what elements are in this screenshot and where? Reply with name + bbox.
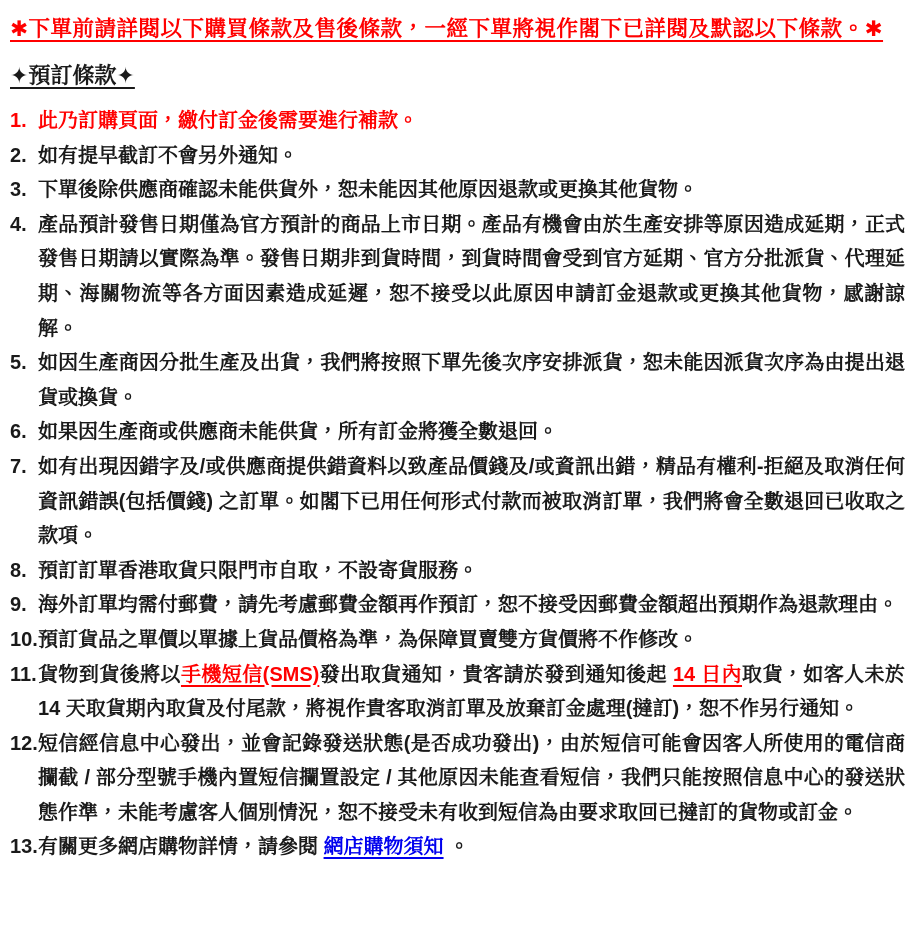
term-item-3 (10, 173, 905, 208)
term-text: 下單後除供應商確認未能供貨外，恕未能因其他原因退款或更換其他貨物。 (38, 179, 698, 202)
term-item-11 (10, 658, 905, 727)
term-text: 產品預計發售日期僅為官方預計的商品上市日期。產品有機會由於生產安排等原因造成延期，正式發售日期請以實際為準。發售日期非到貨時間，到貨時間會受到官方延期、官方分批派貨、代理延期、海關物流等各方面因素造成延遲，恕不接受以此原因申請訂金退款或更換其他貨物，感謝諒解。 (38, 213, 905, 340)
term-item-5 (10, 346, 905, 415)
term-number: 4. (10, 213, 27, 236)
term-text: 發出取貨通知，貴客請於發到通知後起 (319, 663, 673, 686)
highlighted-term: 手機短信(SMS) (180, 663, 320, 686)
term-number: 2. (10, 144, 27, 167)
section-title (10, 61, 905, 91)
term-item-2 (10, 139, 905, 174)
term-number: 3. (10, 179, 27, 202)
term-number: 8. (10, 559, 27, 582)
pre-order-warning-banner: ✱下單前請詳閱以下購買條款及售後條款，一經下單將視作閣下已詳閱及默認以下條款。✱ (10, 17, 884, 41)
term-item-4 (10, 208, 905, 346)
term-text: 預訂貨品之單價以單據上貨品價格為準，為保障買賣雙方貨價將不作修改。 (38, 628, 698, 651)
terms-list (10, 104, 905, 865)
term-number: 12. (10, 732, 38, 755)
term-number: 1. (10, 110, 27, 132)
term-number: 10. (10, 628, 38, 651)
term-text: 短信經信息中心發出，並會記錄發送狀態(是否成功發出)，由於短信可能會因客人所使用的電信商攔截 / 部分型號手機內置短信攔置設定 / 其他原因未能查看短信，我們只能按照信息中心的發送狀態作準，未能考慮客人個別情況，恕不接受未有收到短信為由要求取回已撻訂的貨物或訂金。 (38, 732, 905, 824)
term-item-13 (10, 830, 905, 865)
term-text: 此乃訂購頁面，繳付訂金後需要進行補款。 (38, 110, 418, 132)
term-item-12 (10, 727, 905, 831)
term-text: 如有提早截訂不會另外通知。 (38, 144, 298, 167)
highlighted-term: 14 日內 (672, 663, 743, 686)
term-item-7 (10, 450, 905, 554)
term-item-10 (10, 623, 905, 658)
term-number: 9. (10, 594, 27, 617)
term-number: 5. (10, 352, 27, 375)
term-text: 如果因生產商或供應商未能供貨，所有訂金將獲全數退回。 (38, 421, 558, 444)
term-text: 海外訂單均需付郵費，請先考慮郵費金額再作預訂，恕不接受因郵費金額超出預期作為退款理由。 (38, 594, 898, 617)
term-text: 如因生產商因分批生產及出貨，我們將按照下單先後次序安排派貨，恕未能因派貨次序為由提出退貨或換貨。 (38, 352, 905, 409)
term-item-8 (10, 554, 905, 589)
term-text: 貨物到貨後將以 (38, 663, 181, 686)
term-number: 11. (10, 663, 37, 686)
term-number: 6. (10, 421, 27, 444)
term-text: 預訂訂單香港取貨只限門市自取，不設寄貨服務。 (38, 559, 478, 582)
term-text: 如有出現因錯字及/或供應商提供錯資料以致產品價錢及/或資訊出錯，精品有權利-拒絕及取消任何資訊錯誤(包括價錢) 之訂單。如閣下已用任何形式付款而被取消訂單，我們將會全數退回已收取之款項。 (38, 455, 905, 548)
term-item-9 (10, 588, 905, 623)
term-number: 13. (10, 836, 38, 859)
term-text: 取貨，如客人未於 14 天取貨期內取貨及付尾款，將視作貴客取消訂單及放棄訂金處理(撻訂)，恕不作另行通知。 (38, 663, 905, 721)
term-item-1 (10, 104, 905, 139)
term-item-6 (10, 415, 905, 450)
section-title-text: ✦預訂條款✦ (10, 63, 135, 88)
term-number: 7. (10, 455, 27, 478)
term-text: 有關更多網店購物詳情，請參閱 (38, 836, 324, 859)
store-policy-link[interactable]: 網店購物須知 (323, 836, 444, 859)
term-text: 。 (443, 836, 470, 859)
